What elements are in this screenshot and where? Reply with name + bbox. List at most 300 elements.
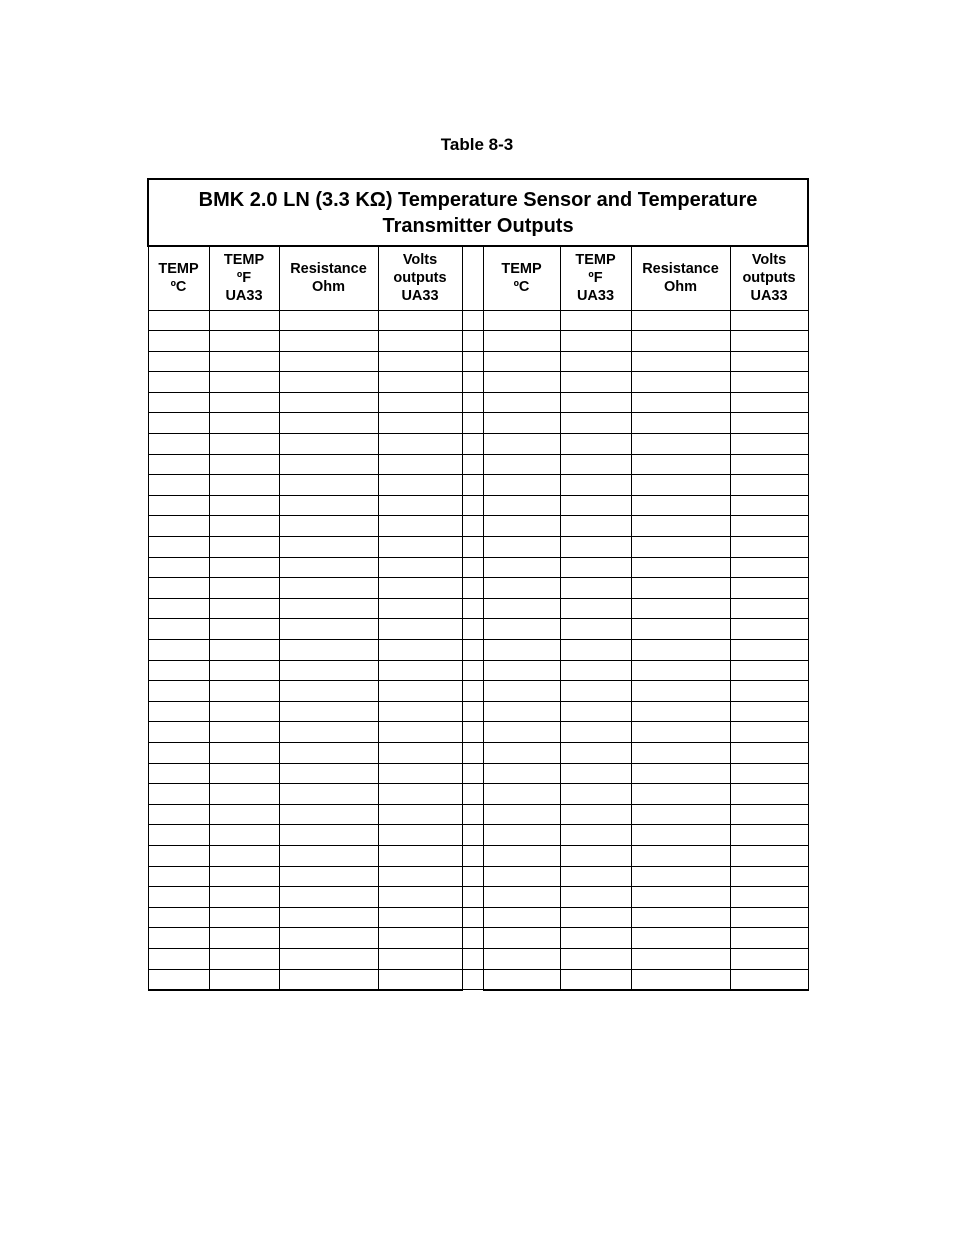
table-cell[interactable] (560, 557, 631, 578)
table-cell[interactable] (483, 804, 560, 825)
table-cell[interactable] (730, 413, 808, 434)
table-cell[interactable] (279, 640, 378, 661)
table-cell[interactable] (148, 392, 209, 413)
table-cell[interactable] (631, 413, 730, 434)
table-cell[interactable] (631, 763, 730, 784)
table-cell[interactable] (483, 331, 560, 352)
table-cell[interactable] (730, 784, 808, 805)
table-cell[interactable] (631, 640, 730, 661)
table-cell[interactable] (560, 640, 631, 661)
table-cell[interactable] (730, 866, 808, 887)
header-right-temp-c (483, 246, 560, 310)
table-cell[interactable] (730, 640, 808, 661)
table-cell[interactable] (483, 722, 560, 743)
table-cell[interactable] (631, 681, 730, 702)
table-cell[interactable] (483, 887, 560, 908)
table-cell[interactable] (279, 742, 378, 763)
table-cell[interactable] (148, 804, 209, 825)
table-cell[interactable] (378, 845, 462, 866)
table-cell[interactable] (560, 578, 631, 599)
table-cell[interactable] (378, 598, 462, 619)
table-cell[interactable] (279, 495, 378, 516)
table-cell[interactable] (378, 392, 462, 413)
table-cell[interactable] (279, 701, 378, 722)
table-cell[interactable] (279, 351, 378, 372)
table-cell[interactable] (378, 907, 462, 928)
table-cell[interactable] (730, 516, 808, 537)
table-cell[interactable] (148, 310, 209, 331)
table-cell[interactable] (730, 351, 808, 372)
table-row (148, 495, 808, 516)
table-cell[interactable] (560, 619, 631, 640)
table-cell[interactable] (730, 310, 808, 331)
table-cell[interactable] (730, 763, 808, 784)
table-cell[interactable] (560, 331, 631, 352)
table-cell[interactable] (483, 578, 560, 599)
table-cell[interactable] (279, 454, 378, 475)
table-cell[interactable] (209, 598, 279, 619)
table-cell[interactable] (209, 948, 279, 969)
table-row (148, 784, 808, 805)
table-row (148, 969, 808, 990)
table-cell[interactable] (730, 928, 808, 949)
table-cell[interactable] (483, 681, 560, 702)
table-cell[interactable] (209, 701, 279, 722)
table-cell[interactable] (560, 948, 631, 969)
table-cell[interactable] (730, 434, 808, 455)
table-cell[interactable] (279, 310, 378, 331)
table-cell[interactable] (209, 454, 279, 475)
table-cell[interactable] (730, 681, 808, 702)
table-cell[interactable] (730, 907, 808, 928)
table-cell[interactable] (378, 351, 462, 372)
table-cell[interactable] (631, 866, 730, 887)
table-cell[interactable] (378, 454, 462, 475)
table-cell[interactable] (631, 619, 730, 640)
table-cell[interactable] (560, 475, 631, 496)
table-cell[interactable] (631, 537, 730, 558)
table-cell[interactable] (209, 681, 279, 702)
table-cell[interactable] (378, 413, 462, 434)
table-cell[interactable] (378, 331, 462, 352)
table-cell[interactable] (560, 598, 631, 619)
table-cell[interactable] (730, 660, 808, 681)
table-cell[interactable] (483, 866, 560, 887)
spacer-cell (462, 742, 483, 763)
table-cell[interactable] (730, 537, 808, 558)
table-cell[interactable] (483, 845, 560, 866)
table-cell[interactable] (279, 392, 378, 413)
table-cell[interactable] (378, 784, 462, 805)
table-cell[interactable] (209, 495, 279, 516)
header-line: Ohm (663, 279, 698, 296)
table-cell[interactable] (631, 928, 730, 949)
header-spacer (462, 246, 483, 310)
table-cell[interactable] (378, 660, 462, 681)
table-cell[interactable] (560, 928, 631, 949)
table-cell[interactable] (560, 372, 631, 393)
table-cell[interactable] (148, 619, 209, 640)
table-cell[interactable] (378, 372, 462, 393)
table-cell[interactable] (209, 784, 279, 805)
table-cell[interactable] (148, 351, 209, 372)
table-cell[interactable] (483, 660, 560, 681)
table-cell[interactable] (560, 825, 631, 846)
table-cell[interactable] (279, 331, 378, 352)
table-cell[interactable] (483, 784, 560, 805)
table-cell[interactable] (378, 928, 462, 949)
table-cell[interactable] (148, 701, 209, 722)
table-cell[interactable] (560, 722, 631, 743)
table-cell[interactable] (730, 742, 808, 763)
table-cell[interactable] (378, 722, 462, 743)
table-cell[interactable] (279, 434, 378, 455)
table-cell[interactable] (148, 660, 209, 681)
table-cell[interactable] (631, 516, 730, 537)
table-cell[interactable] (209, 475, 279, 496)
table-cell[interactable] (148, 598, 209, 619)
table-cell[interactable] (730, 392, 808, 413)
table-cell[interactable] (631, 454, 730, 475)
table-cell[interactable] (483, 516, 560, 537)
spacer-cell (462, 681, 483, 702)
table-cell[interactable] (560, 742, 631, 763)
table-cell[interactable] (730, 701, 808, 722)
table-cell[interactable] (483, 413, 560, 434)
table-cell[interactable] (209, 928, 279, 949)
table-cell[interactable] (560, 392, 631, 413)
spacer-cell (462, 434, 483, 455)
table-cell[interactable] (560, 701, 631, 722)
table-cell[interactable] (378, 310, 462, 331)
table-cell[interactable] (631, 701, 730, 722)
table-cell[interactable] (209, 434, 279, 455)
table-cell[interactable] (483, 969, 560, 990)
table-cell[interactable] (279, 845, 378, 866)
table-cell[interactable] (560, 310, 631, 331)
table-cell[interactable] (378, 495, 462, 516)
table-cell[interactable] (631, 598, 730, 619)
table-cell[interactable] (631, 845, 730, 866)
table-cell[interactable] (209, 516, 279, 537)
table-cell[interactable] (560, 660, 631, 681)
table-row (148, 331, 808, 352)
table-cell[interactable] (631, 351, 730, 372)
table-cell[interactable] (483, 701, 560, 722)
table-cell[interactable] (730, 372, 808, 393)
table-cell[interactable] (560, 804, 631, 825)
table-cell[interactable] (209, 331, 279, 352)
table-cell[interactable] (730, 331, 808, 352)
table-cell[interactable] (560, 681, 631, 702)
table-cell[interactable] (279, 681, 378, 702)
table-cell[interactable] (148, 907, 209, 928)
spacer-cell (462, 578, 483, 599)
table-cell[interactable] (279, 763, 378, 784)
table-cell[interactable] (560, 866, 631, 887)
table-cell[interactable] (730, 557, 808, 578)
table-cell[interactable] (730, 454, 808, 475)
table-cell[interactable] (148, 763, 209, 784)
table-cell[interactable] (631, 578, 730, 599)
table-cell[interactable] (209, 907, 279, 928)
table-cell[interactable] (483, 948, 560, 969)
header-line: TEMP (575, 252, 616, 269)
table-cell[interactable] (209, 640, 279, 661)
table-cell[interactable] (378, 969, 462, 990)
table-cell[interactable] (378, 701, 462, 722)
table-row (148, 701, 808, 722)
spacer-cell (462, 907, 483, 928)
table-cell[interactable] (378, 866, 462, 887)
table-cell[interactable] (730, 619, 808, 640)
table-cell[interactable] (279, 578, 378, 599)
table-cell[interactable] (730, 578, 808, 599)
table-cell[interactable] (560, 969, 631, 990)
spacer-cell (462, 372, 483, 393)
table-cell[interactable] (560, 495, 631, 516)
table-cell[interactable] (279, 413, 378, 434)
table-cell[interactable] (483, 454, 560, 475)
spacer-cell (462, 804, 483, 825)
spacer-cell (462, 660, 483, 681)
table-cell[interactable] (279, 866, 378, 887)
table-cell[interactable] (209, 866, 279, 887)
table-cell[interactable] (148, 372, 209, 393)
table-cell[interactable] (631, 392, 730, 413)
table-cell[interactable] (560, 516, 631, 537)
table-cell[interactable] (279, 722, 378, 743)
table-cell[interactable] (560, 351, 631, 372)
table-cell[interactable] (148, 928, 209, 949)
table-cell[interactable] (209, 763, 279, 784)
table-cell[interactable] (279, 557, 378, 578)
table-cell[interactable] (209, 537, 279, 558)
table-cell[interactable] (209, 392, 279, 413)
table-cell[interactable] (209, 578, 279, 599)
table-cell[interactable] (560, 907, 631, 928)
temperature-table-container (147, 178, 807, 991)
table-cell[interactable] (730, 969, 808, 990)
table-cell[interactable] (631, 969, 730, 990)
table-cell[interactable] (631, 742, 730, 763)
table-cell[interactable] (209, 969, 279, 990)
table-row (148, 619, 808, 640)
table-cell[interactable] (209, 887, 279, 908)
table-cell[interactable] (148, 434, 209, 455)
table-cell[interactable] (378, 804, 462, 825)
table-cell[interactable] (148, 845, 209, 866)
table-cell[interactable] (279, 475, 378, 496)
table-cell[interactable] (148, 640, 209, 661)
header-line: outputs (393, 270, 447, 287)
table-cell[interactable] (483, 495, 560, 516)
table-cell[interactable] (279, 516, 378, 537)
table-cell[interactable] (378, 640, 462, 661)
table-cell[interactable] (730, 948, 808, 969)
table-cell[interactable] (560, 537, 631, 558)
table-cell[interactable] (209, 804, 279, 825)
table-cell[interactable] (209, 310, 279, 331)
table-cell[interactable] (730, 804, 808, 825)
spacer-cell (462, 557, 483, 578)
table-cell[interactable] (148, 887, 209, 908)
table-cell[interactable] (209, 722, 279, 743)
table-cell[interactable] (148, 413, 209, 434)
table-cell[interactable] (148, 557, 209, 578)
table-row (148, 475, 808, 496)
table-cell[interactable] (560, 887, 631, 908)
table-cell[interactable] (483, 619, 560, 640)
table-cell[interactable] (631, 372, 730, 393)
table-cell[interactable] (378, 578, 462, 599)
table-cell[interactable] (148, 742, 209, 763)
table-cell[interactable] (483, 537, 560, 558)
table-cell[interactable] (483, 763, 560, 784)
header-left-volts-outputs-ua33 (378, 246, 462, 310)
table-cell[interactable] (560, 784, 631, 805)
table-cell[interactable] (631, 660, 730, 681)
table-cell[interactable] (483, 392, 560, 413)
table-cell[interactable] (378, 825, 462, 846)
table-cell[interactable] (279, 948, 378, 969)
table-cell[interactable] (631, 784, 730, 805)
table-cell[interactable] (378, 887, 462, 908)
table-cell[interactable] (631, 310, 730, 331)
table-cell[interactable] (148, 681, 209, 702)
header-line: UA33 (225, 288, 263, 305)
table-cell[interactable] (730, 598, 808, 619)
table-cell[interactable] (209, 557, 279, 578)
table-row (148, 887, 808, 908)
table-cell[interactable] (148, 578, 209, 599)
spacer-cell (462, 310, 483, 331)
table-cell[interactable] (209, 825, 279, 846)
table-cell[interactable] (730, 825, 808, 846)
table-cell[interactable] (631, 557, 730, 578)
table-cell[interactable] (148, 948, 209, 969)
table-cell[interactable] (483, 351, 560, 372)
table-cell[interactable] (483, 434, 560, 455)
table-cell[interactable] (378, 434, 462, 455)
table-cell[interactable] (631, 331, 730, 352)
table-cell[interactable] (631, 948, 730, 969)
table-cell[interactable] (483, 825, 560, 846)
spacer-cell (462, 722, 483, 743)
table-cell[interactable] (378, 475, 462, 496)
table-cell[interactable] (483, 598, 560, 619)
table-cell[interactable] (560, 434, 631, 455)
table-cell[interactable] (560, 413, 631, 434)
table-cell[interactable] (148, 516, 209, 537)
table-cell[interactable] (560, 763, 631, 784)
table-cell[interactable] (279, 969, 378, 990)
table-cell[interactable] (209, 413, 279, 434)
table-cell[interactable] (483, 557, 560, 578)
table-cell[interactable] (631, 887, 730, 908)
spacer-cell (462, 619, 483, 640)
table-cell[interactable] (279, 928, 378, 949)
spacer-cell (462, 763, 483, 784)
table-cell[interactable] (378, 516, 462, 537)
table-cell[interactable] (631, 434, 730, 455)
table-cell[interactable] (279, 537, 378, 558)
table-cell[interactable] (209, 845, 279, 866)
table-cell[interactable] (730, 722, 808, 743)
table-cell[interactable] (378, 537, 462, 558)
table-cell[interactable] (483, 742, 560, 763)
table-cell[interactable] (279, 660, 378, 681)
table-cell[interactable] (631, 804, 730, 825)
table-cell[interactable] (483, 310, 560, 331)
table-cell[interactable] (279, 804, 378, 825)
table-cell[interactable] (148, 825, 209, 846)
table-cell[interactable] (279, 907, 378, 928)
table-cell[interactable] (730, 845, 808, 866)
table-cell[interactable] (148, 331, 209, 352)
table-cell[interactable] (209, 660, 279, 681)
table-cell[interactable] (483, 907, 560, 928)
table-row (148, 804, 808, 825)
table-cell[interactable] (148, 495, 209, 516)
table-cell[interactable] (483, 640, 560, 661)
table-row (148, 928, 808, 949)
table-row (148, 948, 808, 969)
table-cell[interactable] (730, 887, 808, 908)
table-cell[interactable] (148, 475, 209, 496)
table-row (148, 722, 808, 743)
table-cell[interactable] (209, 742, 279, 763)
table-cell[interactable] (209, 619, 279, 640)
table-cell[interactable] (279, 619, 378, 640)
table-cell[interactable] (279, 825, 378, 846)
table-cell[interactable] (148, 454, 209, 475)
table-cell[interactable] (730, 495, 808, 516)
table-cell[interactable] (378, 557, 462, 578)
table-cell[interactable] (378, 948, 462, 969)
table-cell[interactable] (209, 372, 279, 393)
table-cell[interactable] (378, 742, 462, 763)
table-cell[interactable] (483, 928, 560, 949)
table-cell[interactable] (378, 763, 462, 784)
table-cell[interactable] (631, 475, 730, 496)
table-cell[interactable] (209, 351, 279, 372)
table-cell[interactable] (730, 475, 808, 496)
table-cell[interactable] (148, 722, 209, 743)
table-cell[interactable] (483, 475, 560, 496)
table-cell[interactable] (148, 537, 209, 558)
table-cell[interactable] (631, 907, 730, 928)
table-cell[interactable] (560, 845, 631, 866)
table-cell[interactable] (483, 372, 560, 393)
table-cell[interactable] (279, 598, 378, 619)
table-cell[interactable] (378, 619, 462, 640)
table-row (148, 742, 808, 763)
table-cell[interactable] (378, 681, 462, 702)
table-cell[interactable] (148, 969, 209, 990)
table-cell[interactable] (631, 495, 730, 516)
table-cell[interactable] (560, 454, 631, 475)
table-cell[interactable] (148, 784, 209, 805)
table-cell[interactable] (279, 372, 378, 393)
spacer-cell (462, 784, 483, 805)
table-cell[interactable] (148, 866, 209, 887)
table-cell[interactable] (279, 887, 378, 908)
spacer-cell (462, 475, 483, 496)
table-cell[interactable] (631, 722, 730, 743)
table-cell[interactable] (631, 825, 730, 846)
table-cell[interactable] (279, 784, 378, 805)
